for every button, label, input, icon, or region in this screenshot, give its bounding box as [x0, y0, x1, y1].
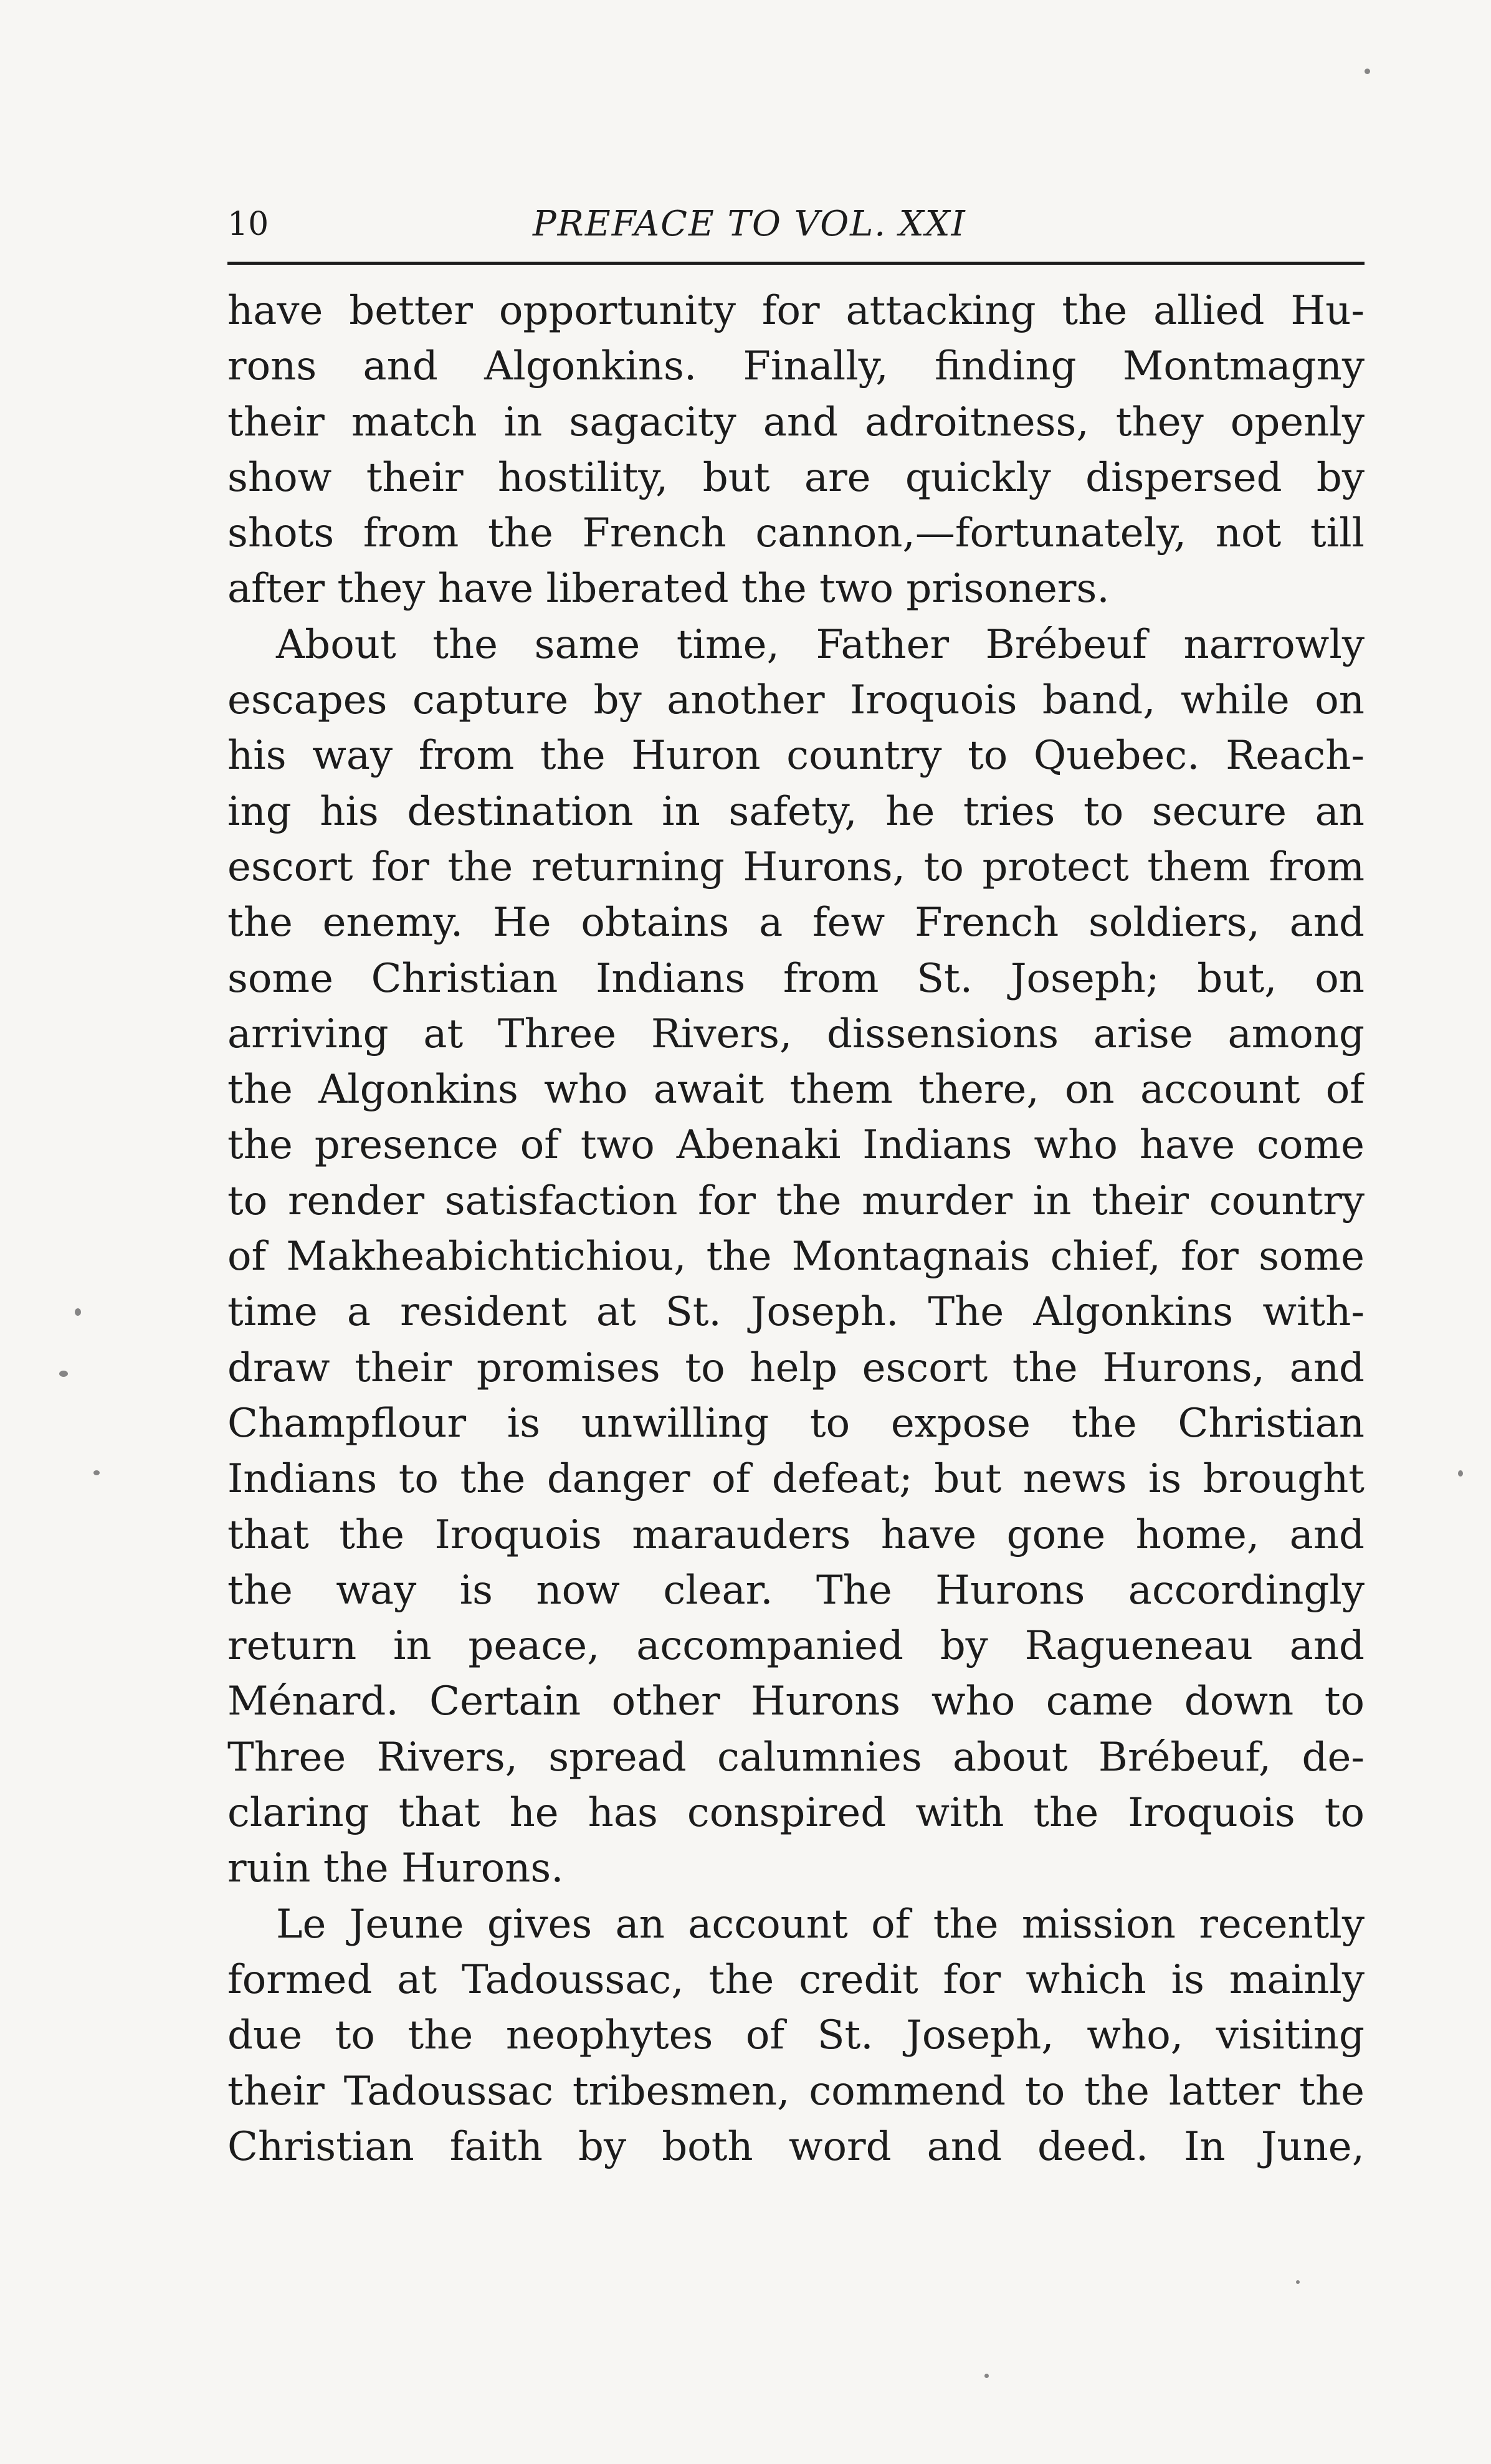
text-line: of Makheabichtichiou, the Montagnais chief, for some: [227, 1234, 1365, 1280]
text-line: time a resident at St. Joseph. The Algonkins with-: [227, 1289, 1365, 1336]
text-line: show their hostility, but are quickly dispersed by: [227, 454, 1365, 501]
text-line: the Algonkins who await them there, on account of: [227, 1067, 1365, 1113]
text-line: return in peace, accompanied by Ragueneau and: [227, 1623, 1365, 1670]
text-line: the presence of two Abenaki Indians who have come: [227, 1122, 1365, 1169]
text-line: Three Rivers, spread calumnies about Brébeuf, de-: [227, 1734, 1365, 1781]
text-line: their match in sagacity and adroitness, they openly: [227, 399, 1365, 445]
text-line: ing his destination in safety, he tries to secure an: [227, 788, 1365, 835]
text-line: Indians to the danger of defeat; but news is brought: [227, 1456, 1365, 1503]
page-header: [227, 199, 1365, 249]
text-line: the enemy. He obtains a few French soldiers, and: [227, 900, 1365, 946]
text-line: his way from the Huron country to Quebec. Reach-: [227, 733, 1365, 779]
page-number: 10: [227, 206, 269, 243]
text-line: claring that he has conspired with the Iroquois to: [227, 1790, 1365, 1837]
text-line: after they have liberated the two prisoners.: [227, 566, 1110, 612]
text-line: arriving at Three Rivers, dissensions arise among: [227, 1011, 1365, 1057]
text-line: have better opportunity for attacking the allied Hu-: [227, 288, 1365, 334]
scan-speck: [59, 1371, 68, 1377]
scan-speck: [93, 1470, 100, 1475]
text-line: draw their promises to help escort the Hurons, and: [227, 1344, 1365, 1391]
text-line: Ménard. Certain other Hurons who came down to: [227, 1678, 1365, 1725]
running-head: PREFACE TO VOL. XXI: [533, 204, 966, 244]
text-line: ruin the Hurons.: [227, 1845, 564, 1892]
text-line: About the same time, Father Brébeuf narrowly: [276, 621, 1365, 668]
text-line: the way is now clear. The Hurons accordingly: [227, 1567, 1365, 1614]
body-text: [227, 283, 1365, 2175]
text-line: escapes capture by another Iroquois band, while on: [227, 677, 1365, 724]
text-line: Christian faith by both word and deed. In June,: [227, 2123, 1365, 2170]
text-line: that the Iroquois marauders have gone home, and: [227, 1511, 1365, 1558]
text-line: some Christian Indians from St. Joseph; but, on: [227, 955, 1365, 1002]
text-line: to render satisfaction for the murder in their country: [227, 1177, 1365, 1224]
text-line: shots from the French cannon,—fortunately, not till: [227, 510, 1365, 557]
text-line: rons and Algonkins. Finally, finding Montmagny: [227, 343, 1365, 390]
scan-speck: [1458, 1470, 1463, 1477]
text-line: their Tadoussac tribesmen, commend to the latter the: [227, 2068, 1365, 2114]
scan-speck: [75, 1308, 81, 1316]
text-line: Champflour is unwilling to expose the Christian: [227, 1400, 1365, 1447]
text-line: due to the neophytes of St. Joseph, who, visiting: [227, 2012, 1365, 2059]
scan-speck: [1365, 69, 1370, 74]
text-line: escort for the returning Hurons, to protect them from: [227, 844, 1365, 890]
text-line: formed at Tadoussac, the credit for which is mainly: [227, 1956, 1365, 2003]
scan-speck: [1296, 2280, 1300, 2284]
header-rule: [227, 262, 1365, 265]
scan-speck: [984, 2374, 989, 2378]
text-line: Le Jeune gives an account of the mission recently: [276, 1901, 1365, 1948]
